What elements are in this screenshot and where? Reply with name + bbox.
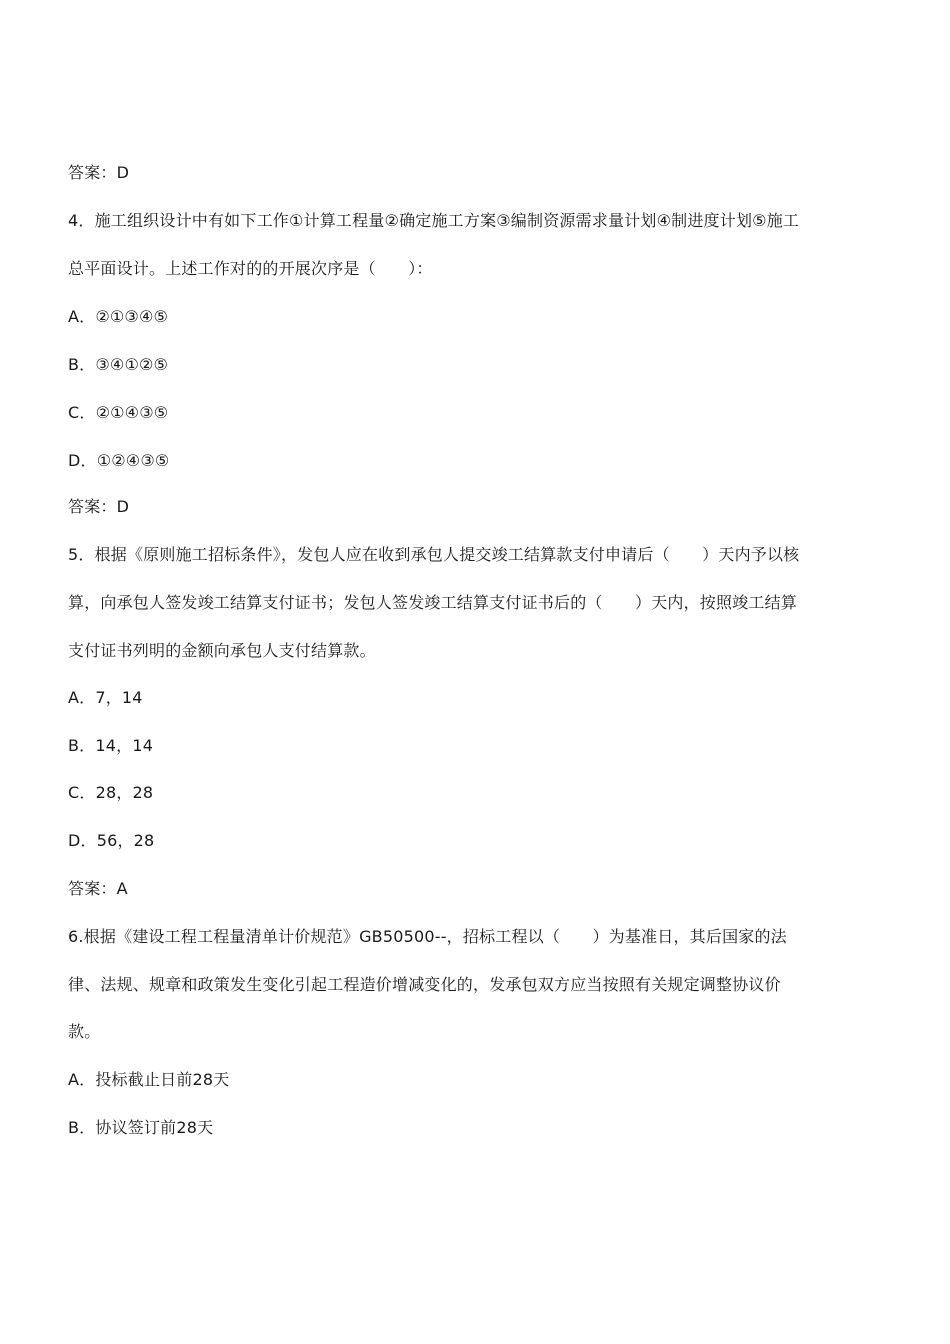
- answer-line: 答案：A: [68, 879, 128, 898]
- question-5-text-cont: 算，向承包人签发竣工结算支付证书；发包人签发竣工结算支付证书后的（ ）天内，按照竣工结算: [68, 593, 798, 612]
- question-6-text: 6.根据《建设工程工程量清单计价规范》GB50500--，招标工程以（ ）为基准日，其后国家的法: [68, 927, 787, 946]
- option-a: A．②①③④⑤: [68, 307, 169, 326]
- question-4-text: 4．施工组织设计中有如下工作①计算工程量②确定施工方案③编制资源需求量计划④制进度计划⑤施工: [68, 211, 800, 230]
- option-a: A．投标截止日前28天: [68, 1070, 230, 1089]
- option-d: D．56，28: [68, 831, 155, 850]
- option-b: B．③④①②⑤: [68, 355, 169, 374]
- question-6-text-cont: 律、法规、规章和政策发生变化引起工程造价增减变化的，发承包双方应当按照有关规定调整协议价: [68, 975, 781, 994]
- answer-line: 答案：D: [68, 163, 130, 182]
- answer-line: 答案：D: [68, 497, 130, 516]
- option-d: D．①②④③⑤: [68, 451, 170, 470]
- option-c: C．②①④③⑤: [68, 403, 169, 422]
- question-5-text-cont: 支付证书列明的金额向承包人支付结算款。: [68, 641, 376, 660]
- question-5-text: 5．根据《原则施工招标条件》，发包人应在收到承包人提交竣工结算款支付申请后（ ）天内予以核: [68, 545, 800, 564]
- question-6-text-cont: 款。: [68, 1022, 101, 1041]
- option-c: C．28，28: [68, 783, 154, 802]
- option-b: B．协议签订前28天: [68, 1118, 214, 1137]
- option-b: B．14，14: [68, 736, 154, 755]
- option-a: A．7，14: [68, 688, 143, 707]
- question-4-text-cont: 总平面设计。上述工作对的的开展次序是（ ）：: [68, 259, 433, 278]
